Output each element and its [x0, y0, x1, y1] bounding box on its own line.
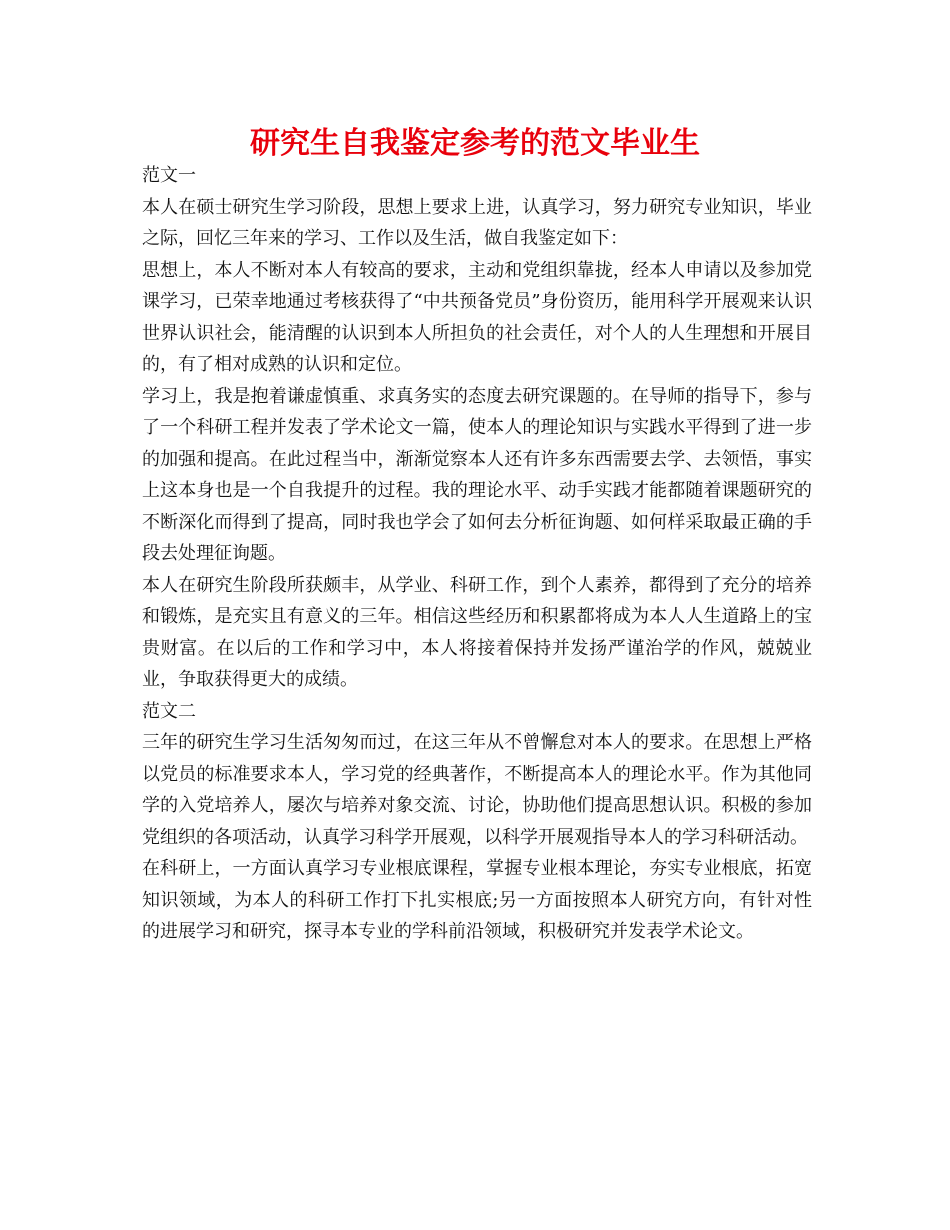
paragraph: 本人在硕士研究生学习阶段，思想上要求上进，认真学习，努力研究专业知识，毕业之际，回忆三年来的学习、工作以及生活，做自我鉴定如下：	[142, 196, 812, 249]
document-title: 研究生自我鉴定参考的范文毕业生	[250, 126, 700, 161]
section-heading-1: 范文一	[142, 165, 196, 186]
paragraph: 思想上，本人不断对本人有较高的要求，主动和党组织靠拢，经本人申请以及参加党课学习，已荣幸地通过考核获得了“中共预备党员”身份资历，能用科学开展观来认识世界认识社会，能清醒的认识到本人所担负的社会责任，对个人的人生理想和开展目的，有了相对成熟的认识和定位。	[142, 259, 812, 375]
section-heading-2: 范文二	[142, 700, 196, 722]
paragraph: 本人在研究生阶段所获颇丰，从学业、科研工作，到个人素养，都得到了充分的培养和锻炼，是充实且有意义的三年。相信这些经历和积累都将成为本人人生道路上的宝贵财富。在以后的工作和学习中，本人将接着保持并发扬严谨治学的作风，兢兢业业，争取获得更大的成绩。	[142, 574, 812, 690]
paragraph: 三年的研究生学习生活匆匆而过，在这三年从不曾懈怠对本人的要求。在思想上严格以党员的标准要求本人，学习党的经典著作，不断提高本人的理论水平。作为其他同学的入党培养人，屡次与培养对象交流、讨论，协助他们提高思想认识。积极的参加党组织的各项活动，认真学习科学开展观，以科学开展观指导本人的学习科研活动。	[142, 732, 812, 848]
paragraph: 学习上，我是抱着谦虚慎重、求真务实的态度去研究课题的。在导师的指导下，参与了一个科研工程并发表了学术论文一篇，使本人的理论知识与实践水平得到了进一步的加强和提高。在此过程当中，渐渐觉察本人还有许多东西需要去学、去领悟，事实上这本身也是一个自我提升的过程。我的理论水平、动手实践才能都随着课题研究的不断深化而得到了提高，同时我也学会了如何去分析征询题、如何样采取最正确的手段去处理征询题。	[142, 385, 812, 564]
document-body	[142, 160, 812, 948]
paragraph: 在科研上，一方面认真学习专业根底课程，掌握专业根本理论，夯实专业根底，拓宽知识领域，为本人的科研工作打下扎实根底;另一方面按照本人研究方向，有针对性的进展学习和研究，探寻本专业的学科前沿领域，积极研究并发表学术论文。	[142, 858, 812, 942]
